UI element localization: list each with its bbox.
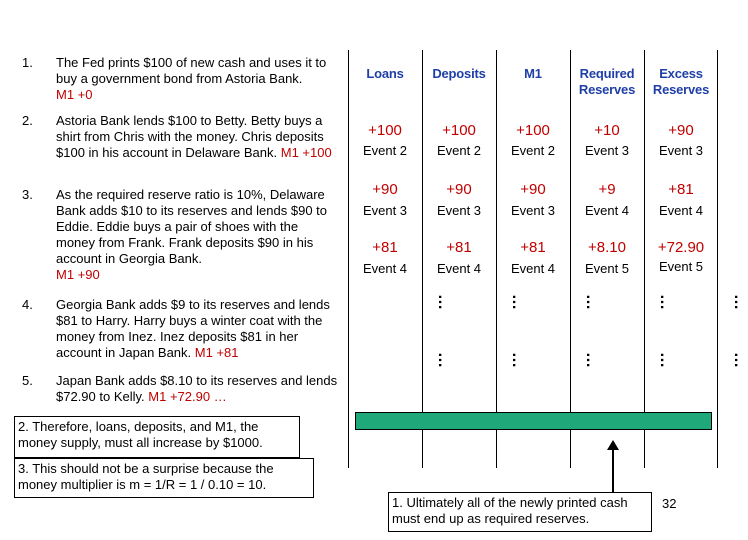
header-excess-reserves: Excess Reserves [652, 66, 710, 97]
step-text: Georgia Bank adds $9 to its reserves and lends $81 to Harry. Harry buys a winter coat with the money from Inez. Inez deposits $81 in her account in Japan Bank. [56, 297, 330, 360]
table-cell-event: Event 4 [362, 261, 408, 276]
step-highlight: M1 +90 [56, 267, 100, 282]
step-highlight: M1 +0 [56, 87, 93, 102]
column-divider [570, 50, 571, 468]
step-text: Japan Bank adds $8.10 to its reserves and lends $72.90 to Kelly. [56, 373, 338, 404]
money-creation-table [348, 50, 748, 468]
note-1: 1. Ultimately all of the newly printed cash must end up as required reserves. [388, 492, 652, 532]
table-cell-value: +81 [372, 239, 398, 256]
table-cell-value: +72.90 [657, 239, 705, 256]
table-cell-event: Event 4 [510, 261, 556, 276]
table-cell-value: +100 [442, 122, 476, 139]
table-cell-value: +90 [372, 181, 398, 198]
step-text: Astoria Bank lends $100 to Betty. Betty buys a shirt from Chris with the money. Chris deposits $100 in his account in Delaware Bank. [56, 113, 324, 160]
table-cell-event: Event 4 [584, 203, 630, 218]
ellipsis: … [583, 352, 600, 368]
table-cell-event: Event 2 [510, 143, 556, 158]
ellipsis: … [731, 352, 748, 368]
ellipsis: … [731, 294, 748, 310]
step-number: 5. [22, 373, 33, 388]
table-cell-event: Event 3 [584, 143, 630, 158]
header-deposits: Deposits [432, 66, 486, 81]
step-text: The Fed prints $100 of new cash and uses it to buy a government bond from Astoria Bank. [56, 55, 327, 86]
ellipsis: … [509, 294, 526, 310]
table-cell-value: +10 [594, 122, 620, 139]
table-cell-event: Event 3 [658, 143, 704, 158]
step-number: 1. [22, 55, 33, 70]
step-number: 3. [22, 187, 33, 202]
ellipsis: … [583, 294, 600, 310]
ellipsis: … [435, 352, 452, 368]
column-divider [422, 50, 423, 468]
step-highlight: M1 +100 [280, 145, 332, 160]
ellipsis: … [657, 352, 674, 368]
table-cell-event: Event 2 [436, 143, 482, 158]
arrow-line [612, 448, 614, 492]
table-cell-event: Event 5 [584, 261, 630, 276]
table-cell-event: Event 5 [658, 259, 704, 274]
header-required-reserves: Required Reserves [578, 66, 636, 97]
table-cell-value: +100 [516, 122, 550, 139]
column-divider [496, 50, 497, 468]
ellipsis: … [509, 352, 526, 368]
table-cell-event: Event 3 [436, 203, 482, 218]
table-cell-value: +81 [668, 181, 694, 198]
ellipsis: … [657, 294, 674, 310]
table-cell-event: Event 4 [436, 261, 482, 276]
step-highlight: M1 +72.90 … [148, 389, 227, 404]
note-3: 3. This should not be a surprise because the money multiplier is m = 1/R = 1 / 0.10 = 10. [14, 458, 314, 498]
page-number: 32 [662, 496, 677, 511]
ellipsis: … [435, 294, 452, 310]
step-highlight: M1 +81 [194, 345, 239, 360]
note-2: 2. Therefore, loans, deposits, and M1, the money supply, must all increase by $1000. [14, 416, 300, 458]
step-number: 4. [22, 297, 33, 312]
table-cell-value: +100 [368, 122, 402, 139]
table-cell-event: Event 2 [362, 143, 408, 158]
table-cell-value: +90 [446, 181, 472, 198]
table-cell-event: Event 4 [658, 203, 704, 218]
table-cell-value: +9 [598, 181, 616, 198]
table-cell-value: +81 [446, 239, 472, 256]
step-text: As the required reserve ratio is 10%, Delaware Bank adds $10 to its reserves and lends $90 to Eddie. Eddie buys a pair of shoes with the money from Frank. Frank deposits $90 in his account in Georgia Bank. [56, 187, 328, 266]
header-loans: Loans [366, 66, 404, 81]
table-cell-event: Event 3 [510, 203, 556, 218]
header-m1: M1 [524, 66, 542, 81]
table-cell-value: +90 [668, 122, 694, 139]
table-cell-value: +90 [520, 181, 546, 198]
step-number: 2. [22, 113, 33, 128]
table-cell-value: +81 [520, 239, 546, 256]
table-cell-value: +8.10 [588, 239, 626, 256]
column-divider [348, 50, 349, 468]
total-reserves-bar [355, 412, 712, 430]
table-cell-event: Event 3 [362, 203, 408, 218]
